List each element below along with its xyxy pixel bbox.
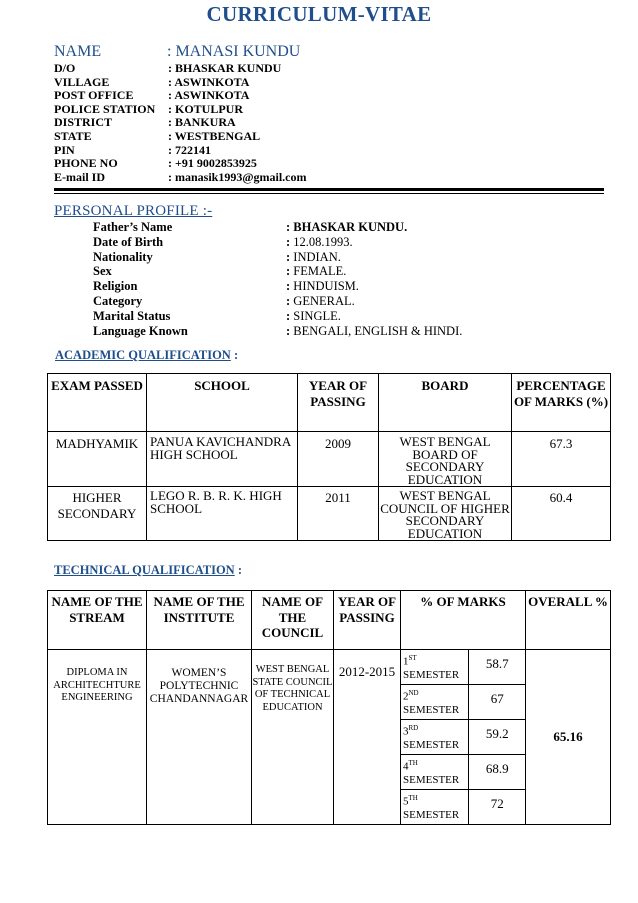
profile-label: Father’s Name xyxy=(93,220,173,234)
info-label: STATE xyxy=(54,128,92,143)
academic-header-row xyxy=(48,374,611,432)
info-value: : KOTULPUR xyxy=(168,101,243,116)
profile-value: : GENERAL. xyxy=(286,293,355,308)
table-cell: 2009 xyxy=(298,432,379,487)
info-label: D/O xyxy=(54,61,76,75)
column-header: YEAR OF PASSING xyxy=(298,374,379,432)
council-cell: WEST BENGAL STATE COUNCIL OF TECHNICAL EDUCATION xyxy=(252,650,334,825)
profile-value: : SINGLE. xyxy=(286,308,341,323)
info-value: : BHASKAR KUNDU xyxy=(168,61,282,75)
info-label: NAME xyxy=(54,43,102,60)
table-cell: HIGHER SECONDARY xyxy=(48,487,147,541)
profile-label: Language Known xyxy=(93,323,188,338)
column-header: EXAM PASSED xyxy=(48,374,147,432)
semester-table xyxy=(401,650,526,824)
table-row xyxy=(48,487,611,541)
column-header: BOARD xyxy=(379,374,512,432)
column-header: OVERALL % xyxy=(526,591,611,650)
table-row xyxy=(48,650,611,825)
table-cell: LEGO R. B. R. K. HIGH SCHOOL xyxy=(147,487,298,541)
year-cell: 2012-2015 xyxy=(334,650,401,825)
semester-row xyxy=(401,720,526,755)
semester-label: 1ST SEMESTER xyxy=(401,650,468,685)
column-header: YEAR OF PASSING xyxy=(334,591,401,650)
semester-marks: 59.2 xyxy=(468,720,526,755)
info-label: POST OFFICE xyxy=(54,88,134,103)
profile-value: : FEMALE. xyxy=(286,264,347,279)
info-label: PIN xyxy=(54,142,75,157)
table-row xyxy=(48,432,611,487)
semester-marks-cell xyxy=(401,650,526,825)
stream-cell: DIPLOMA IN ARCHITECHTURE ENGINEERING xyxy=(48,650,147,825)
table-cell: WEST BENGAL COUNCIL OF HIGHER SECONDARY EDUCATION xyxy=(380,488,510,541)
info-value: : ASWINKOTA xyxy=(168,74,250,89)
column-header: NAME OF THE INSTITUTE xyxy=(147,591,252,650)
profile-value: : INDIAN. xyxy=(286,249,341,264)
document-title: CURRICULUM-VITAE xyxy=(206,2,432,26)
profile-label: Marital Status xyxy=(93,308,171,323)
info-label: VILLAGE xyxy=(54,74,110,89)
info-value: : BANKURA xyxy=(168,115,236,130)
column-header: % OF MARKS xyxy=(401,591,526,650)
column-header: NAME OF THE COUNCIL xyxy=(252,591,334,650)
info-label: POLICE STATION xyxy=(54,101,156,116)
semester-marks: 67 xyxy=(468,685,526,720)
profile-label: Sex xyxy=(93,264,112,279)
table-cell: PANUA KAVICHANDRA HIGH SCHOOL xyxy=(147,432,298,487)
semester-row xyxy=(401,650,526,685)
profile-value: : HINDUISM. xyxy=(286,279,359,294)
info-value: : 722141 xyxy=(168,142,211,157)
personal-profile-heading: PERSONAL PROFILE :- xyxy=(54,203,213,219)
profile-value: : 12.08.1993. xyxy=(286,234,353,249)
table-cell: 60.4 xyxy=(512,487,611,541)
semester-marks: 72 xyxy=(490,796,504,811)
table-cell: WEST BENGAL BOARD OF SECONDARY EDUCATION xyxy=(379,432,512,487)
technical-heading: TECHNICAL QUALIFICATION : xyxy=(54,563,242,577)
divider-thin xyxy=(54,193,604,194)
profile-value: : BHASKAR KUNDU. xyxy=(286,220,408,234)
semester-row xyxy=(401,790,526,825)
semester-row xyxy=(401,755,526,790)
profile-label: Religion xyxy=(93,279,138,294)
info-value: : MANASI KUNDU xyxy=(167,43,301,60)
semester-marks: 58.7 xyxy=(468,650,526,685)
technical-header-row xyxy=(48,591,611,650)
institute-cell: WOMEN’S POLYTECHNIC CHANDANNAGAR xyxy=(147,650,252,825)
column-header: PERCENTAGE OF MARKS (%) xyxy=(512,374,611,432)
overall-cell: 65.16 xyxy=(526,650,611,825)
info-label: PHONE NO xyxy=(54,156,118,171)
semester-label: 2ND SEMESTER xyxy=(401,685,468,720)
profile-label: Date of Birth xyxy=(93,234,164,249)
semester-row xyxy=(401,685,526,720)
academic-table xyxy=(47,373,611,541)
column-header: NAME OF THE STREAM xyxy=(48,591,147,650)
semester-label: 3RD SEMESTER xyxy=(401,720,468,755)
email-value[interactable]: : manasik1993@gmail.com xyxy=(168,169,307,184)
info-label: E-mail ID xyxy=(54,169,105,184)
table-cell: 67.3 xyxy=(512,432,611,487)
info-value: : +91 9002853925 xyxy=(168,156,257,171)
profile-label: Category xyxy=(93,293,143,308)
profile-label: Nationality xyxy=(93,249,153,264)
profile-value: : BENGALI, ENGLISH & HINDI. xyxy=(286,323,463,338)
semester-marks: 68.9 xyxy=(468,755,526,790)
divider-thick xyxy=(54,188,604,191)
info-value: : ASWINKOTA xyxy=(168,88,250,103)
column-header: SCHOOL xyxy=(147,374,298,432)
table-cell: 2011 xyxy=(298,487,379,541)
technical-table xyxy=(47,590,611,825)
semester-label: 5TH SEMESTER xyxy=(401,790,468,825)
semester-label: 4TH SEMESTER xyxy=(401,755,468,790)
info-label: DISTRICT xyxy=(54,115,113,130)
table-cell: MADHYAMIK xyxy=(48,432,147,487)
academic-heading: ACADEMIC QUALIFICATION : xyxy=(55,348,239,362)
info-value: : WESTBENGAL xyxy=(168,128,261,143)
